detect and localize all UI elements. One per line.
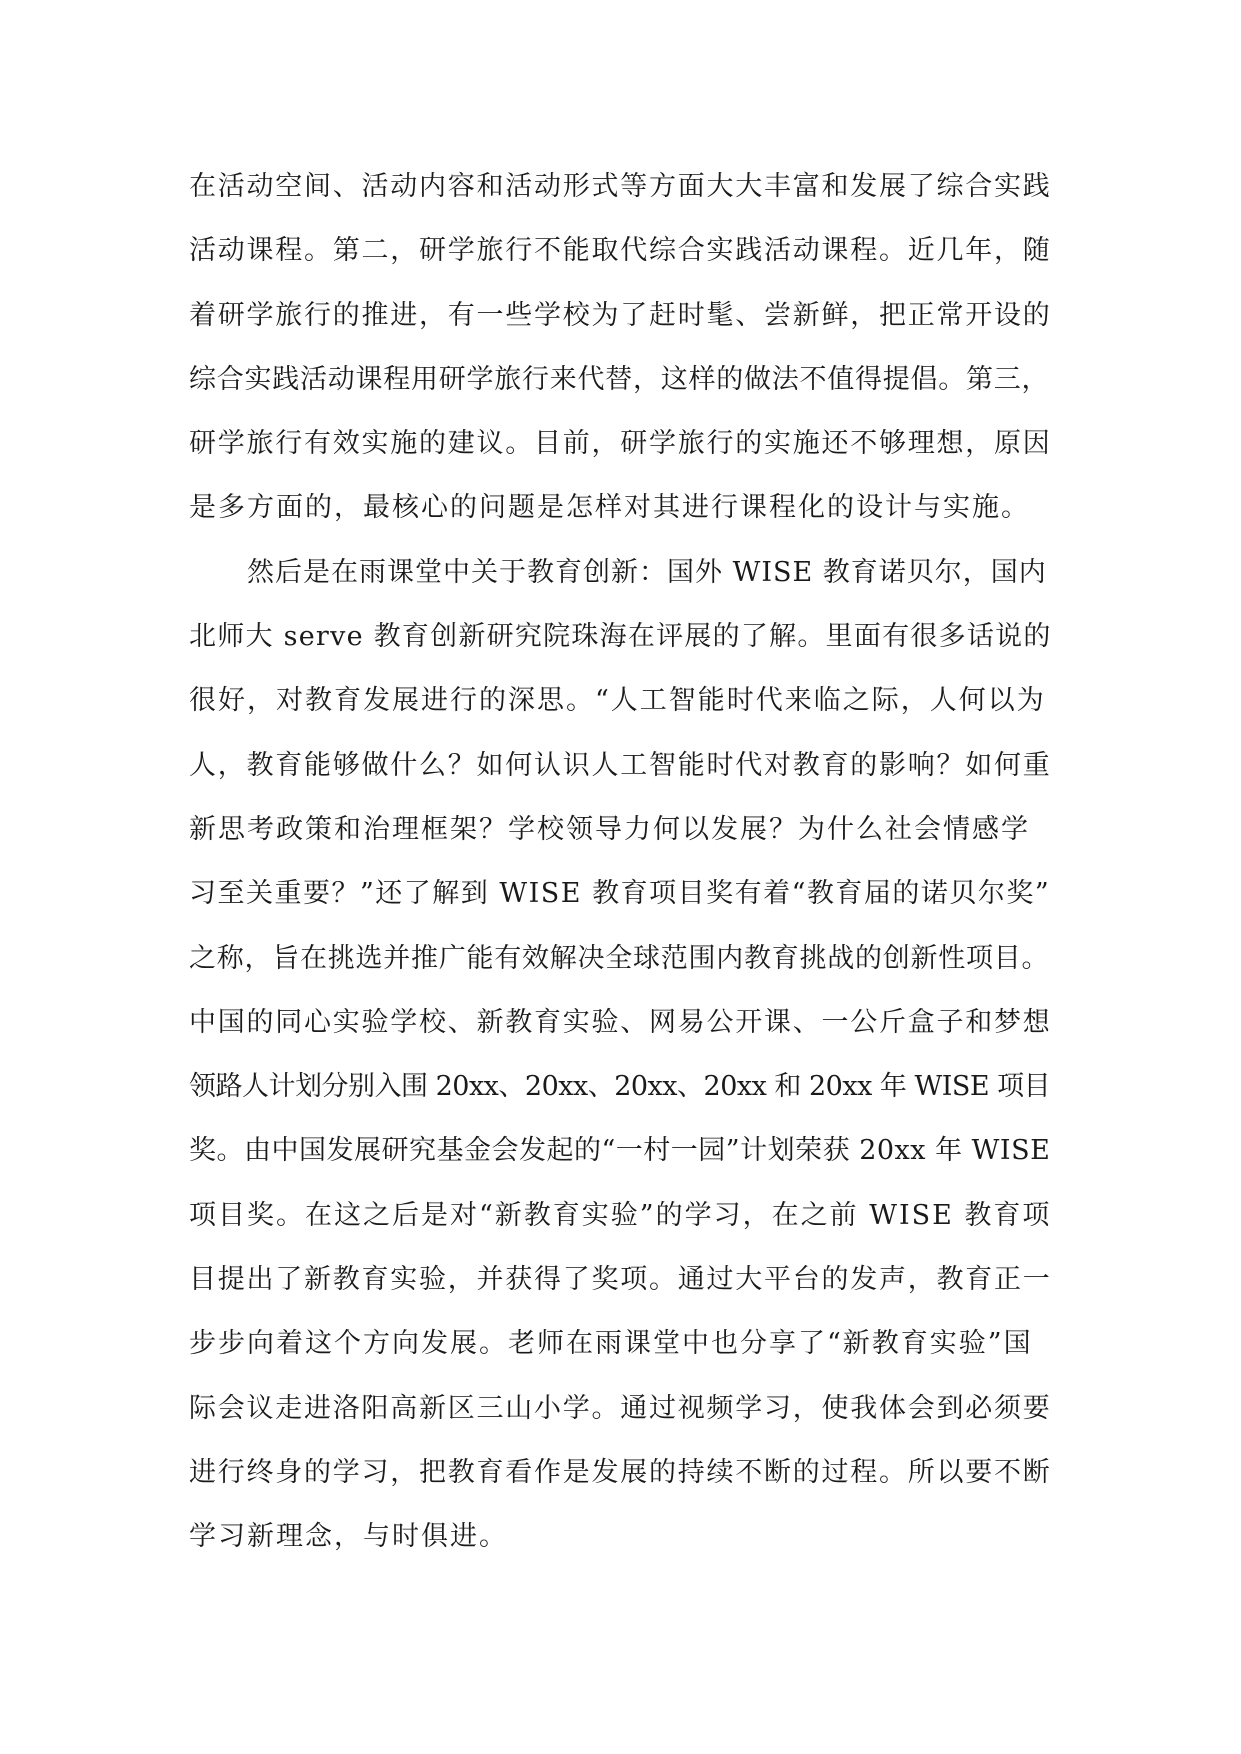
text-line: 项目奖。在这之后是对“新教育实验”的学习，在之前 WISE 教育项 [189, 1199, 1052, 1231]
text-line: 在活动空间、活动内容和活动形式等方面大大丰富和发展了综合实践 [189, 171, 1052, 202]
text-line: 很好，对教育发展进行的深思。“人工智能时代来临之际，人何以为 [189, 685, 1046, 717]
text-line: 新思考政策和治理框架？学校领导力何以发展？为什么社会情感学 [189, 813, 1030, 845]
text-line: 综合实践活动课程用研学旅行来代替，这样的做法不值得提倡。第三， [189, 363, 1050, 395]
text-line: 北师大 serve 教育创新研究院珠海在评展的了解。里面有很多话说的 [189, 621, 1052, 653]
text-line: 人，教育能够做什么？如何认识人工智能时代对教育的影响？如何重 [189, 749, 1052, 781]
paragraph-1 [189, 155, 1053, 541]
paragraph-2 [189, 541, 1053, 1570]
text-line: 进行终身的学习，把教育看作是发展的持续不断的过程。所以要不断 [189, 1456, 1052, 1488]
text-line: 活动课程。第二，研学旅行不能取代综合实践活动课程。近几年，随 [189, 235, 1052, 267]
text-line: 研学旅行有效实施的建议。目前，研学旅行的实施还不够理想，原因 [189, 428, 1052, 460]
text-line: 步步向着这个方向发展。老师在雨课堂中也分享了“新教育实验”国 [189, 1328, 1033, 1360]
document-body [189, 155, 1053, 1570]
text-line: 目提出了新教育实验，并获得了奖项。通过大平台的发声，教育正一 [189, 1264, 1052, 1296]
text-line: 是多方面的，最核心的问题是怎样对其进行课程化的设计与实施。 [189, 492, 1030, 524]
text-line: 之称，旨在挑选并推广能有效解决全球范围内教育挑战的创新性项目。 [189, 942, 1050, 974]
text-line: 际会议走进洛阳高新区三山小学。通过视频学习，使我体会到必须要 [189, 1392, 1052, 1424]
text-line: 领路人计划分别入围 20xx、20xx、20xx、20xx 和 20xx 年 WISE 项目 [189, 1071, 1051, 1103]
text-line: 着研学旅行的推进，有一些学校为了赶时髦、尝新鲜，把正常开设的 [189, 299, 1052, 331]
text-line: 然后是在雨课堂中关于教育创新：国外 WISE 教育诺贝尔，国内 [247, 556, 1047, 588]
text-line: 奖。由中国发展研究基金会发起的“一村一园”计划荣获 20xx 年 WISE [189, 1135, 1051, 1167]
text-line: 中国的同心实验学校、新教育实验、网易公开课、一公斤盒子和梦想 [189, 1006, 1052, 1038]
text-line: 习至关重要？”还了解到 WISE 教育项目奖有着“教育届的诺贝尔奖” [189, 878, 1051, 910]
text-line: 学习新理念，与时俱进。 [189, 1521, 508, 1553]
